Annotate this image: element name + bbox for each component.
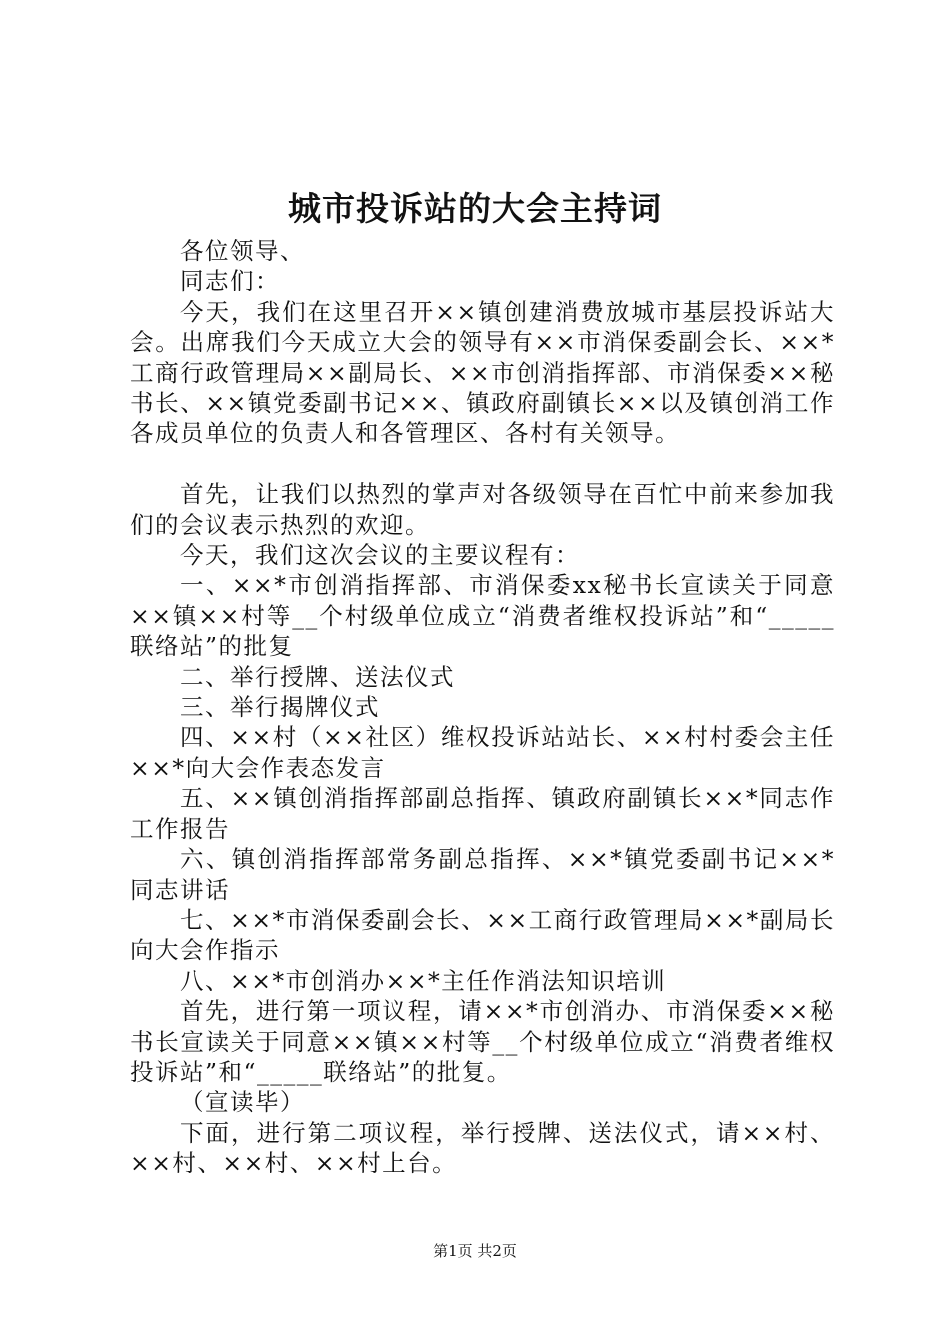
agenda-item-6: 六、镇创消指挥部常务副总指挥、××*镇党委副书记××*同志讲话 [130, 845, 835, 904]
paragraph-opening: 今天，我们在这里召开××镇创建消费放城市基层投诉站大会。出席我们今天成立大会的领导有××市消保委副会长、××*工商行政管理局××副局长、××市创消指挥部、市消保委××秘书长、××镇党委副书记××、镇政府副镇长××以及镇创消工作各成员单位的负责人和各管理区、各村有关领导。 [130, 297, 835, 448]
paragraph-welcome: 首先，让我们以热烈的掌声对各级领导在百忙中前来参加我们的会议表示热烈的欢迎。 [130, 480, 835, 539]
agenda-item-7: 七、××*市消保委副会长、××工商行政管理局××*副局长向大会作指示 [130, 905, 835, 965]
agenda-item-3: 三、举行揭牌仪式 [180, 693, 380, 722]
agenda-item-8: 八、××*市创消办××*主任作消法知识培训 [180, 966, 667, 995]
salutation-leaders: 各位领导、 [180, 237, 305, 265]
blank-line [130, 449, 835, 479]
salutation-comrades: 同志们： [180, 267, 280, 296]
agenda-item-1: 一、××*市创消指挥部、市消保委xx秘书长宣读关于同意××镇××村等__个村级单位成立“消费者维权投诉站”和“_____联络站”的批复 [130, 571, 835, 661]
page-number-footer: 第1页 共2页 [433, 1242, 517, 1260]
paragraph-reading-done: （宣读毕） [180, 1088, 305, 1117]
agenda-item-5: 五、××镇创消指挥部副总指挥、镇政府副镇长××*同志作工作报告 [130, 784, 835, 843]
agenda-item-2: 二、举行授牌、送法仪式 [180, 662, 455, 691]
document-title: 城市投诉站的大会主持词 [288, 189, 662, 228]
agenda-item-4: 四、××村（××社区）维权投诉站站长、××村村委会主任××*向大会作表态发言 [130, 723, 835, 782]
document-body [130, 236, 835, 1179]
paragraph-first-item: 首先，进行第一项议程，请××*市创消办、市消保委××秘书长宣读关于同意××镇××村等__个村级单位成立“消费者维权投诉站”和“_____联络站”的批复。 [130, 997, 835, 1086]
paragraph-agenda-intro: 今天，我们这次会议的主要议程有： [180, 541, 580, 570]
paragraph-second-item: 下面，进行第二项议程，举行授牌、送法仪式，请××村、××村、××村、××村上台。 [130, 1118, 835, 1178]
